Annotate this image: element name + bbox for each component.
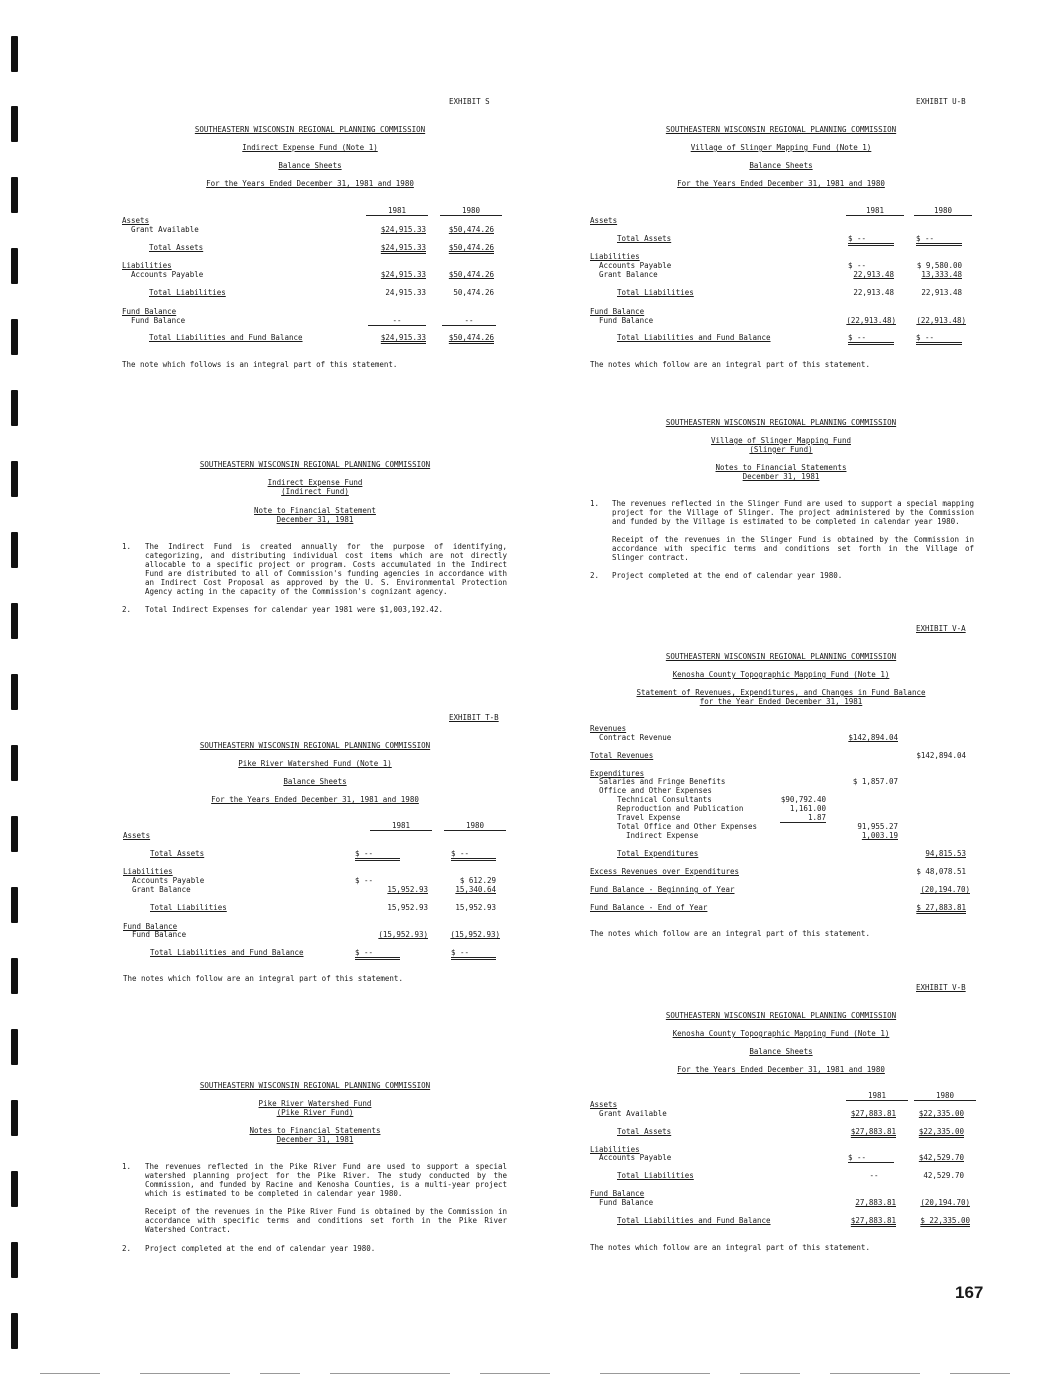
punch-mark	[11, 603, 18, 639]
value-1980: $ --	[916, 234, 962, 246]
value-1981: $27,883.81	[850, 1127, 896, 1136]
row-total-label: Total Liabilities and Fund Balance	[149, 333, 303, 342]
value-1980: $42,529.70	[918, 1153, 964, 1162]
note-paragraph: The revenues reflected in the Pike River Fund are used to support a special watershed planning project for the Pike River. The study conducted by the Commission, and funded by Racine and Kenosha Counties, is a multi-year project which is estimated to be completed in calendar year 1980.	[145, 1162, 507, 1198]
value-1980: $22,335.00	[918, 1109, 964, 1118]
org-title: SOUTHEASTERN WISCONSIN REGIONAL PLANNING COMMISSION	[199, 1081, 431, 1090]
value-total: $142,894.04	[916, 751, 966, 760]
org-title: SOUTHEASTERN WISCONSIN REGIONAL PLANNING COMMISSION	[665, 652, 897, 661]
row-total-label: Total Assets	[617, 1127, 672, 1136]
row-label: Accounts Payable	[132, 876, 205, 885]
period-title: For the Years Ended December 31, 1981 and 1980	[677, 1065, 885, 1074]
note-paragraph: Total Indirect Expenses for calendar year 1981 were $1,003,192.42.	[145, 605, 444, 614]
row-label: Fund Balance	[131, 316, 186, 325]
value-1980: 15,952.93	[455, 903, 496, 912]
notes-title: Note to Financial Statement	[254, 506, 376, 515]
punch-mark	[11, 1242, 18, 1278]
org-title: SOUTHEASTERN WISCONSIN REGIONAL PLANNING COMMISSION	[194, 125, 426, 134]
statement-note: The notes which follow are an integral part of this statement.	[590, 1243, 870, 1252]
value-amount: $142,894.04	[848, 733, 898, 742]
value-1981: 22,913.48	[853, 288, 894, 297]
row-heading: Fund Balance	[122, 307, 177, 316]
statement-note: The notes which follow are an integral part of this statement.	[590, 929, 870, 938]
value-1981: $24,915.33	[380, 270, 426, 279]
row-heading: Fund Balance	[590, 1189, 645, 1198]
value-sub: 1,161.00	[789, 804, 826, 813]
row-heading: Liabilities	[122, 261, 172, 270]
value-sub: $90,792.40	[780, 795, 826, 804]
value-total: (20,194.70)	[920, 885, 970, 894]
note-paragraph: The revenues reflected in the Slinger Fund are used to support a special mapping project for the Village of Slinger. The project administered by the Commission and funded by the Village is estimated to be completed in calendar year 1980.	[612, 499, 974, 526]
org-title: SOUTHEASTERN WISCONSIN REGIONAL PLANNING COMMISSION	[665, 125, 897, 134]
exhibit-label: EXHIBIT T-B	[449, 713, 499, 722]
column-header-1980: 1980	[444, 821, 506, 831]
punch-mark	[11, 319, 18, 355]
value-1980: 22,913.48	[921, 288, 962, 297]
row-total-label: Total Expenditures	[617, 849, 699, 858]
value-1981: $ --	[848, 261, 867, 270]
note-paragraph: The Indirect Fund is created annually for the purpose of identifying, categorizing, and distributing individual cost items which are not directly allocable to a specific project or program. Costs accumulated in the Indirect Fund are distributed to all of Commission's funding agencies in accordance with an Indirect Cost Proposal as approved by the U. S. Environmental Protection Agency acting in the capacity of the Commission's cognizant agency.	[145, 542, 507, 596]
row-total-label: Total Liabilities	[150, 903, 227, 912]
row-label: Fund Balance	[599, 316, 654, 325]
row-total-label: Total Revenues	[590, 751, 654, 760]
row-label: Travel Expense	[617, 813, 681, 822]
row-label: Grant Available	[599, 1109, 667, 1118]
row-total-label: Total Liabilities	[617, 1171, 694, 1180]
row-label: Grant Balance	[599, 270, 658, 279]
value-1980: $50,474.26	[448, 333, 494, 342]
value-1981: (22,913.48)	[846, 316, 896, 325]
fund-title: Pike River Watershed Fund	[258, 1099, 372, 1108]
value-1981: $ --	[355, 849, 400, 861]
value-1981: 22,913.48	[853, 270, 894, 279]
column-header-1981: 1981	[846, 1091, 908, 1101]
notes-date: December 31, 1981	[276, 1135, 354, 1144]
value-1981: $ --	[848, 333, 894, 345]
value-total: 94,815.53	[925, 849, 966, 858]
value-1980: 42,529.70	[923, 1171, 964, 1180]
notes-title: Notes to Financial Statements	[715, 463, 847, 472]
row-total-label: Total Liabilities	[149, 288, 226, 297]
fund-title: Kenosha County Topographic Mapping Fund (Note 1)	[672, 1029, 890, 1038]
notes-date: December 31, 1981	[742, 472, 820, 481]
fund-title: Indirect Expense Fund	[267, 478, 363, 487]
column-header-1981: 1981	[846, 206, 904, 216]
value-amount: 91,955.27	[857, 822, 898, 831]
note-number: 2.	[122, 1244, 132, 1253]
punch-mark	[11, 36, 18, 72]
org-title: SOUTHEASTERN WISCONSIN REGIONAL PLANNING COMMISSION	[665, 1011, 897, 1020]
row-heading: Assets	[123, 831, 151, 840]
fund-short-title: (Slinger Fund)	[749, 445, 813, 454]
exhibit-label: EXHIBIT V-B	[916, 983, 966, 992]
row-heading: Fund Balance	[590, 307, 645, 316]
value-total: $ 27,883.81	[916, 903, 966, 912]
period-title: for the Year Ended December 31, 1981	[699, 697, 863, 706]
value-1980: 13,333.48	[921, 270, 962, 279]
row-total-label: Total Liabilities and Fund Balance	[617, 333, 771, 342]
note-paragraph: Project completed at the end of calendar year 1980.	[145, 1244, 376, 1253]
statement-title: Statement of Revenues, Expenditures, and Changes in Fund Balance	[636, 688, 926, 697]
value-amount: $ 1,857.07	[852, 777, 898, 786]
row-total-label: Total Liabilities	[617, 288, 694, 297]
value-1981: --	[869, 1171, 879, 1180]
punch-mark	[11, 248, 18, 284]
org-title: SOUTHEASTERN WISCONSIN REGIONAL PLANNING COMMISSION	[199, 741, 431, 750]
note-number: 1.	[590, 499, 600, 508]
row-label: Fund Balance	[132, 930, 187, 939]
column-header-1980: 1980	[914, 206, 972, 216]
column-header-1980: 1980	[914, 1091, 976, 1101]
fund-title: Pike River Watershed Fund (Note 1)	[238, 759, 392, 768]
org-title: SOUTHEASTERN WISCONSIN REGIONAL PLANNING COMMISSION	[665, 418, 897, 427]
exhibit-label: EXHIBIT V-A	[916, 624, 966, 633]
org-title: SOUTHEASTERN WISCONSIN REGIONAL PLANNING COMMISSION	[199, 460, 431, 469]
row-label: Contract Revenue	[599, 733, 672, 742]
value-1980: $50,474.26	[448, 270, 494, 279]
value-1981: 24,915.33	[385, 288, 426, 297]
value-1980: $50,474.26	[448, 243, 494, 252]
exhibit-label: EXHIBIT S	[449, 97, 490, 106]
value-1980: (15,952.93)	[450, 930, 500, 939]
punch-mark	[11, 1029, 18, 1065]
row-heading: Revenues	[590, 724, 627, 733]
punch-mark	[11, 745, 18, 781]
exhibit-label: EXHIBIT U-B	[916, 97, 966, 106]
column-header-1981: 1981	[366, 206, 428, 216]
row-heading: Liabilities	[590, 252, 640, 261]
statement-title: Balance Sheets	[278, 161, 342, 170]
column-header-1980: 1980	[440, 206, 502, 216]
period-title: For the Years Ended December 31, 1981 and 1980	[677, 179, 885, 188]
punch-mark	[11, 1100, 18, 1136]
value-1981: $ --	[848, 1153, 894, 1163]
notes-date: December 31, 1981	[276, 515, 354, 524]
punch-mark	[11, 1171, 18, 1207]
row-heading: Assets	[122, 216, 150, 225]
row-label: Fund Balance	[599, 1198, 654, 1207]
value-1980: $ --	[451, 849, 496, 861]
value-1980: 15,340.64	[455, 885, 496, 894]
row-total-label: Total Liabilities and Fund Balance	[617, 1216, 771, 1225]
value-1981: 15,952.93	[387, 903, 428, 912]
fund-title: Kenosha County Topographic Mapping Fund (Note 1)	[672, 670, 890, 679]
fund-title: Village of Slinger Mapping Fund	[711, 436, 851, 445]
value-1981: $24,915.33	[380, 225, 426, 234]
note-number: 1.	[122, 1162, 132, 1171]
value-1981: (15,952.93)	[378, 930, 428, 939]
row-label: Accounts Payable	[599, 261, 672, 270]
punch-mark	[11, 958, 18, 994]
row-total-label: Total Assets	[149, 243, 204, 252]
value-1981: $ --	[848, 234, 894, 246]
statement-note: The note which follows is an integral part of this statement.	[122, 360, 398, 369]
value-1981: $ --	[355, 876, 374, 885]
punch-mark	[11, 1313, 18, 1349]
row-label: Indirect Expense	[626, 831, 699, 840]
column-header-1981: 1981	[370, 821, 432, 831]
value-1980: 50,474.26	[453, 288, 494, 297]
row-label: Technical Consultants	[617, 795, 712, 804]
value-1980: $ --	[916, 333, 962, 345]
fund-title: Indirect Expense Fund (Note 1)	[242, 143, 378, 152]
value-1981: $ --	[355, 948, 400, 960]
value-1980: $ 22,335.00	[920, 1216, 970, 1225]
value-sub: 1.87	[780, 813, 826, 823]
statement-title: Balance Sheets	[749, 161, 813, 170]
period-title: For the Years Ended December 31, 1981 and 1980	[206, 179, 414, 188]
row-label: Accounts Payable	[131, 270, 204, 279]
statement-note: The notes which follow are an integral part of this statement.	[123, 974, 403, 983]
statement-title: Balance Sheets	[749, 1047, 813, 1056]
punch-mark	[11, 390, 18, 426]
row-heading: Expenditures	[590, 769, 645, 778]
value-1980: (20,194.70)	[920, 1198, 970, 1207]
note-number: 1.	[122, 542, 132, 551]
punch-mark	[11, 532, 18, 568]
statement-note: The notes which follow are an integral part of this statement.	[590, 360, 870, 369]
row-total-label: Total Assets	[617, 234, 672, 243]
row-label: Total Office and Other Expenses	[617, 822, 757, 831]
value-1980: $ 9,580.00	[916, 261, 962, 270]
value-1980: $ 612.29	[459, 876, 496, 885]
row-total-label: Total Liabilities and Fund Balance	[150, 948, 304, 957]
value-1981: $24,915.33	[380, 243, 426, 252]
value-1980: $22,335.00	[918, 1127, 964, 1136]
fund-short-title: (Pike River Fund)	[276, 1108, 354, 1117]
note-number: 2.	[122, 605, 132, 614]
row-label: Grant Available	[131, 225, 199, 234]
period-title: For the Years Ended December 31, 1981 and 1980	[211, 795, 419, 804]
note-number: 2.	[590, 571, 600, 580]
row-label: Grant Balance	[132, 885, 191, 894]
value-1981: --	[368, 316, 426, 326]
row-label: Reproduction and Publication	[617, 804, 744, 813]
row-total-label: Fund Balance - End of Year	[590, 903, 708, 912]
value-1981: 15,952.93	[387, 885, 428, 894]
note-paragraph: Project completed at the end of calendar year 1980.	[612, 571, 843, 580]
row-label: Office and Other Expenses	[599, 786, 712, 795]
row-label: Salaries and Fringe Benefits	[599, 777, 726, 786]
value-1981: $24,915.33	[380, 333, 426, 342]
value-1981: 27,883.81	[855, 1198, 896, 1207]
row-heading: Assets	[590, 1100, 618, 1109]
fund-short-title: (Indirect Fund)	[281, 487, 349, 496]
row-heading: Liabilities	[123, 867, 173, 876]
punch-mark	[11, 177, 18, 213]
punch-mark	[11, 106, 18, 142]
value-amount: 1,003.19	[861, 831, 898, 840]
note-paragraph: Receipt of the revenues in the Pike River Fund is obtained by the Commission in accordance with specific terms and conditions set forth in the Pike River Watershed Contract.	[145, 1207, 507, 1234]
notes-title: Notes to Financial Statements	[249, 1126, 381, 1135]
punch-mark	[11, 887, 18, 923]
value-1981: $27,883.81	[850, 1216, 896, 1225]
punch-mark	[11, 461, 18, 497]
row-label: Accounts Payable	[599, 1153, 672, 1162]
row-heading: Liabilities	[590, 1145, 640, 1154]
value-total: $ 48,078.51	[916, 867, 966, 876]
statement-title: Balance Sheets	[283, 777, 347, 786]
value-1980: $50,474.26	[448, 225, 494, 234]
row-heading: Fund Balance	[123, 922, 178, 931]
row-total-label: Total Assets	[150, 849, 205, 858]
note-paragraph: Receipt of the revenues in the Slinger Fund is obtained by the Commission in accordance with specific terms and conditions set forth in the Village of Slinger contract.	[612, 535, 974, 562]
value-1980: $ --	[451, 948, 496, 960]
value-1980: --	[442, 316, 496, 326]
row-total-label: Excess Revenues over Expenditures	[590, 867, 740, 876]
page-number: 167	[955, 1283, 984, 1302]
row-total-label: Fund Balance - Beginning of Year	[590, 885, 735, 894]
punch-mark	[11, 674, 18, 710]
value-1980: (22,913.48)	[916, 316, 966, 325]
row-heading: Assets	[590, 216, 618, 225]
punch-mark	[11, 816, 18, 852]
value-1981: $27,883.81	[850, 1109, 896, 1118]
fund-title: Village of Slinger Mapping Fund (Note 1)	[690, 143, 872, 152]
